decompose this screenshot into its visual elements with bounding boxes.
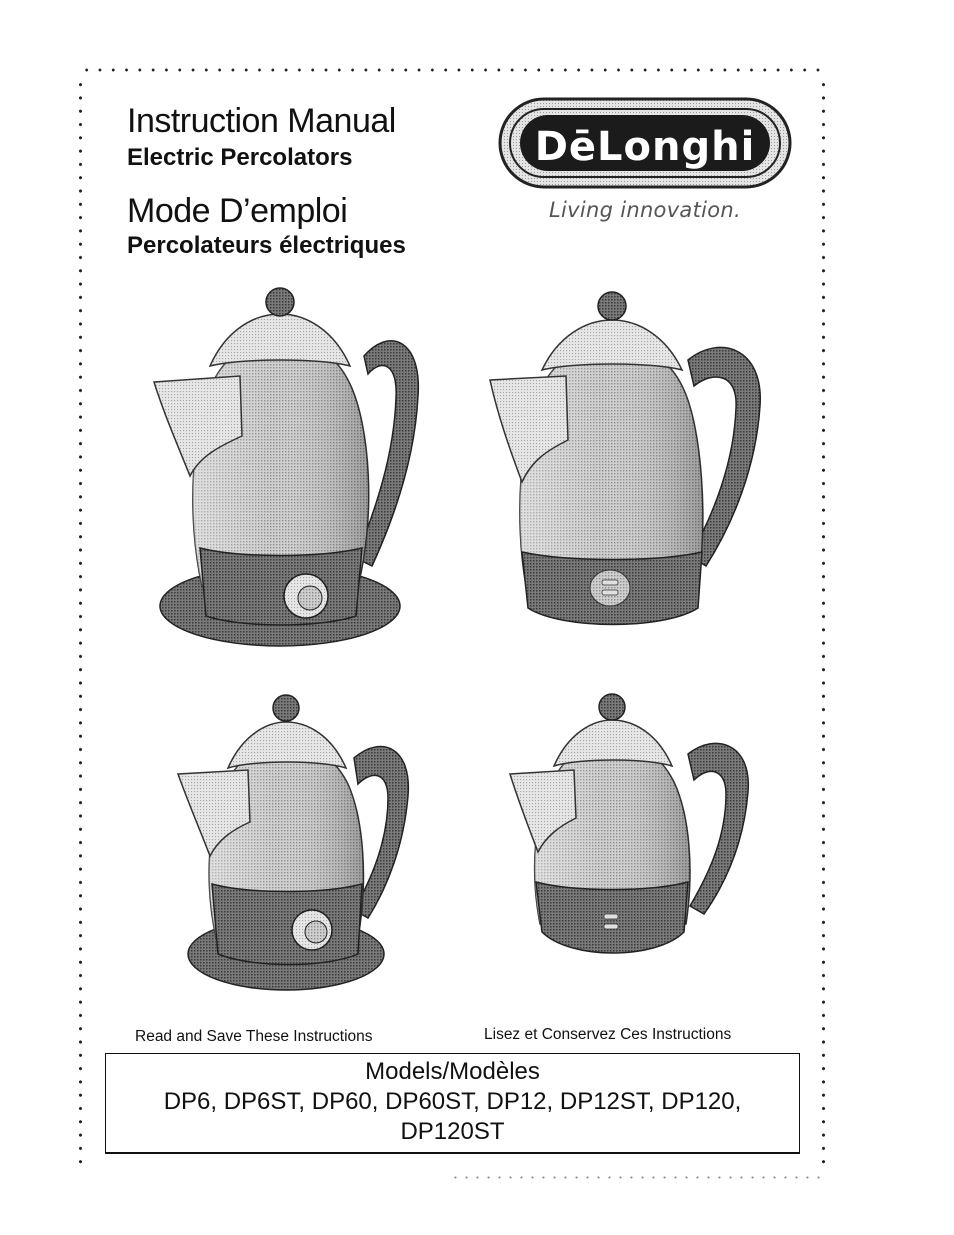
logo-text: DēLonghi [534, 124, 756, 170]
percolator-image-buttons-small [508, 692, 758, 962]
border-dots-right [821, 78, 826, 1170]
percolator-image-dial-large [150, 286, 420, 658]
caption-english: Read and Save These Instructions [135, 1028, 373, 1045]
models-list-line-2: DP120ST [400, 1118, 505, 1145]
title-french: Mode D’emploi [127, 192, 348, 230]
title-english: Instruction Manual [127, 102, 396, 140]
title-block [127, 100, 487, 258]
border-dots-top [80, 68, 828, 72]
subtitle-french: Percolateurs électriques [127, 232, 406, 259]
brand-tagline: Living innovation. [548, 198, 741, 222]
subtitle-english: Electric Percolators [127, 144, 353, 171]
percolator-image-dial-small [176, 692, 416, 997]
percolator-image-buttons-large [488, 290, 768, 635]
border-dots-left [78, 78, 83, 1170]
border-dots-bottom [450, 1176, 828, 1179]
models-box [105, 1053, 800, 1154]
models-heading: Models/Modèles [365, 1058, 540, 1085]
models-list-line-1: DP6, DP6ST, DP60, DP60ST, DP12, DP12ST, DP120, [163, 1088, 742, 1115]
brand-logo [498, 97, 792, 189]
caption-french: Lisez et Conservez Ces Instructions [484, 1026, 732, 1043]
